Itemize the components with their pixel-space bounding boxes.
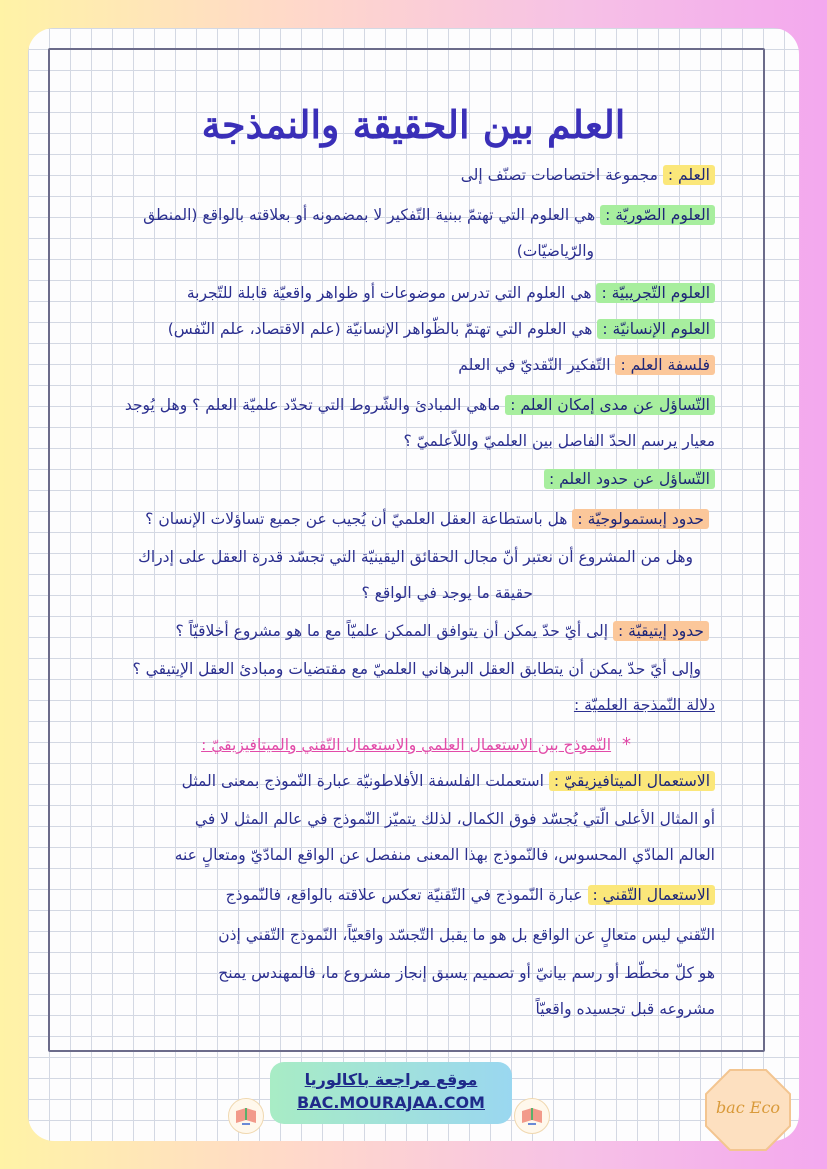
line-17: الاستعمال الميتافيزيقيّ : استعملت الفلسفة الأفلاطونيّة عبارة النّموذج بمعنى المثل xyxy=(182,772,715,790)
site-logo-left xyxy=(228,1098,264,1134)
line-16: * النّموذج بين الاستعمال العلمي والاستعمال التّقني والميتافيزيقيّ : xyxy=(201,734,631,755)
line-22: هو كلّ مخطّط أو رسم بيانيّ أو تصميم يسبق إنجاز مشروع ما، فالمهندس يمنح xyxy=(218,964,715,982)
line-2: العلوم الصّوريّة : هي العلوم التي تهتمّ ببنية التّفكير لا بمضمونه أو بعلاقته بالواقع (المنطق xyxy=(143,206,715,224)
line-12: حقيقة ما يوجد في الواقع ؟ xyxy=(361,584,533,602)
badge-label: bac Eco xyxy=(715,1098,781,1117)
line-1: العلم : مجموعة اختصاصات تصنّف إلى xyxy=(461,166,715,184)
page-title: العلم بين الحقيقة والنمذجة xyxy=(201,102,626,147)
term-epistemological-limits: حدود إبستمولوجيّة : xyxy=(572,509,709,529)
term-metaphysical-use: الاستعمال الميتافيزيقيّ : xyxy=(549,771,715,791)
star-icon: * xyxy=(622,734,631,755)
footer-site-link[interactable] xyxy=(270,1062,512,1124)
line-10: حدود إبستمولوجيّة : هل باستطاعة العقل العلميّ أن يُجيب عن جميع تساؤلات الإنسان ؟ xyxy=(145,510,709,528)
line-4: العلوم التّجريبيّة : هي العلوم التي تدرس موضوعات أو ظواهر واقعيّة قابلة للتّجربة xyxy=(187,284,715,302)
line-9 xyxy=(544,470,715,488)
line-6: فلسفة العلم : التّفكير النّقديّ في العلم xyxy=(458,356,715,374)
line-15: دلالة النّمذجة العلميّة : xyxy=(573,696,715,714)
term-possibility-question: التّساؤل عن مدى إمكان العلم : xyxy=(505,395,715,415)
book-icon xyxy=(520,1105,544,1127)
line-5: العلوم الإنسانيّة : هي العلوم التي تهتمّ بالظّواهر الإنسانيّة (علم الاقتصاد، علم النّفس) xyxy=(168,320,715,338)
footer-arabic-text[interactable]: موقع مراجعة باكالوريا xyxy=(304,1070,478,1089)
line-7: التّساؤل عن مدى إمكان العلم : ماهي المبادئ والشّروط التي تحدّد علميّة العلم ؟ وهل يُوجد xyxy=(125,396,715,414)
line-8: معيار يرسم الحدّ الفاصل بين العلميّ واللاّعلميّ ؟ xyxy=(403,432,715,450)
footer-url[interactable]: BAC.MOURAJAA.COM xyxy=(297,1093,485,1112)
line-23: مشروعه قبل تجسيده واقعيّاً xyxy=(535,1000,715,1018)
term-limits-question: التّساؤل عن حدود العلم : xyxy=(544,469,715,489)
line-3: والرّياضيّات) xyxy=(516,242,594,260)
bac-eco-badge xyxy=(704,1068,792,1152)
line-13: حدود إيتيقيّة : إلى أيّ حدّ يمكن أن يتوافق الممكن علميّاً مع ما هو مشروع أخلاقيّاً ؟ xyxy=(176,622,709,640)
term-experimental-sciences: العلوم التّجريبيّة : xyxy=(596,283,715,303)
notebook-page xyxy=(28,28,799,1141)
term-technical-use: الاستعمال التّقني : xyxy=(588,885,715,905)
term-formal-sciences: العلوم الصّوريّة : xyxy=(600,205,715,225)
line-18: أو المثال الأعلى الّتي يُجسّد فوق الكمال، لذلك يتميّز النّموذج في عالم المثل لا في xyxy=(194,810,715,828)
line-14: وإلى أيّ حدّ يمكن أن يتطابق العقل البرهاني العلميّ مع مقتضيات ومبادئ العقل الإيتيقي ؟ xyxy=(132,660,701,678)
term-human-sciences: العلوم الإنسانيّة : xyxy=(597,319,715,339)
term-philosophy-of-science: فلسفة العلم : xyxy=(615,355,715,375)
site-logo-right xyxy=(514,1098,550,1134)
line-11: وهل من المشروع أن نعتبر أنّ مجال الحقائق اليقينيّة التي تجسّد قدرة العقل على إدراك xyxy=(138,548,693,566)
book-icon xyxy=(234,1105,258,1127)
line-19: العالم المادّي المحسوس، فالنّموذج بهذا المعنى منفصل عن الواقع المادّيّ ومتعالٍ عنه xyxy=(174,846,715,864)
term-ethical-limits: حدود إيتيقيّة : xyxy=(613,621,709,641)
line-20: الاستعمال التّقني : عبارة النّموذج في التّقنيّة تعكس علاقته بالواقع، فالنّموذج xyxy=(226,886,715,904)
term-science: العلم : xyxy=(663,165,715,185)
line-21: التّقني ليس متعالٍ عن الواقع بل هو ما يقبل التّجسّد واقعيّاً، النّموذج التّقني إذن xyxy=(218,926,715,944)
